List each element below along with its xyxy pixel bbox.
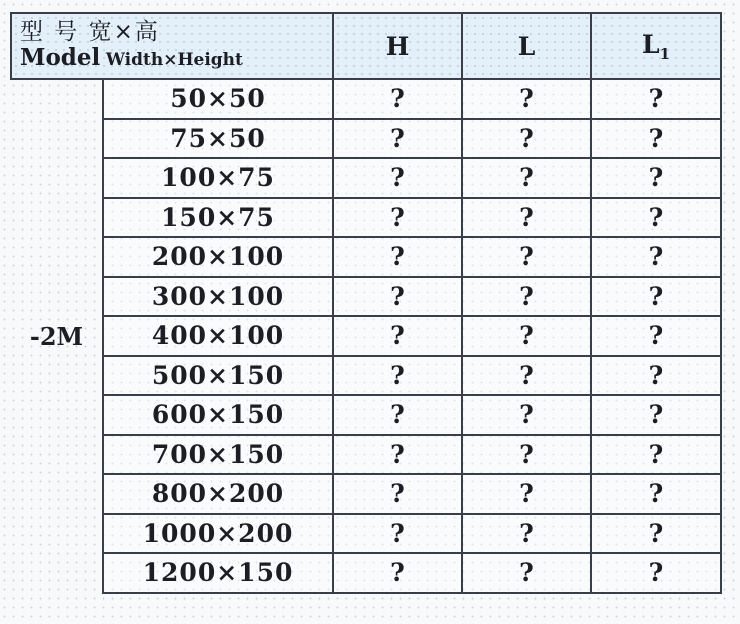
column-header-l	[462, 13, 591, 79]
size-cell: 200×100	[103, 237, 333, 277]
h-value-cell: ?	[333, 316, 462, 356]
table-row	[11, 474, 721, 514]
model-cell	[11, 79, 103, 593]
size-cell: 50×50	[103, 79, 333, 119]
column-header-l1-label: L	[641, 29, 660, 59]
table-row	[11, 514, 721, 554]
model-header-label: Model	[20, 44, 101, 71]
table-row	[11, 198, 721, 238]
l1-value-cell: ?	[591, 514, 721, 554]
l1-value-cell: ?	[591, 316, 721, 356]
h-value-cell: ?	[333, 435, 462, 475]
l-value-cell: ?	[462, 514, 591, 554]
size-cell: 150×75	[103, 198, 333, 238]
l-value-cell: ?	[462, 395, 591, 435]
h-value-cell: ?	[333, 237, 462, 277]
h-value-cell: ?	[333, 158, 462, 198]
l1-value-cell: ?	[591, 79, 721, 119]
l1-value-cell: ?	[591, 474, 721, 514]
model-size-header	[11, 13, 333, 79]
h-value-cell: ?	[333, 119, 462, 159]
table-row	[11, 79, 721, 119]
table-row	[11, 395, 721, 435]
table-row	[11, 356, 721, 396]
h-value-cell: ?	[333, 514, 462, 554]
model-size-header-english	[20, 45, 332, 73]
model-label: -2M	[29, 321, 84, 351]
size-cell: 1000×200	[103, 514, 333, 554]
h-value-cell: ?	[333, 277, 462, 317]
l-value-cell: ?	[462, 356, 591, 396]
l1-value-cell: ?	[591, 277, 721, 317]
table-row	[11, 277, 721, 317]
l-value-cell: ?	[462, 277, 591, 317]
table-row	[11, 553, 721, 593]
l-value-cell: ?	[462, 553, 591, 593]
l1-value-cell: ?	[591, 158, 721, 198]
table-row	[11, 316, 721, 356]
h-value-cell: ?	[333, 198, 462, 238]
h-value-cell: ?	[333, 553, 462, 593]
size-cell: 700×150	[103, 435, 333, 475]
h-value-cell: ?	[333, 474, 462, 514]
h-value-cell: ?	[333, 395, 462, 435]
size-cell: 400×100	[103, 316, 333, 356]
size-cell: 100×75	[103, 158, 333, 198]
l1-value-cell: ?	[591, 356, 721, 396]
l-value-cell: ?	[462, 316, 591, 356]
column-header-l1	[591, 13, 721, 79]
column-header-l-label: L	[517, 31, 536, 61]
l-value-cell: ?	[462, 119, 591, 159]
l-value-cell: ?	[462, 237, 591, 277]
l-value-cell: ?	[462, 435, 591, 475]
size-cell: 500×150	[103, 356, 333, 396]
size-cell: 300×100	[103, 277, 333, 317]
l1-value-cell: ?	[591, 395, 721, 435]
l-value-cell: ?	[462, 474, 591, 514]
size-cell: 1200×150	[103, 553, 333, 593]
model-size-header-chinese: 型 号 宽×高	[20, 19, 160, 45]
l-value-cell: ?	[462, 198, 591, 238]
column-header-h-label: H	[385, 31, 410, 61]
header-row	[11, 13, 721, 79]
l1-value-cell: ?	[591, 435, 721, 475]
table-body	[11, 79, 721, 593]
table-row	[11, 435, 721, 475]
size-cell: 800×200	[103, 474, 333, 514]
h-value-cell: ?	[333, 356, 462, 396]
l-value-cell: ?	[462, 158, 591, 198]
column-header-h	[333, 13, 462, 79]
table-row	[11, 119, 721, 159]
table-row	[11, 158, 721, 198]
spec-table	[10, 12, 722, 594]
l1-value-cell: ?	[591, 553, 721, 593]
l1-value-cell: ?	[591, 119, 721, 159]
l-value-cell: ?	[462, 79, 591, 119]
h-value-cell: ?	[333, 79, 462, 119]
l1-value-cell: ?	[591, 237, 721, 277]
column-header-l1-subscript: 1	[659, 44, 670, 63]
size-cell: 600×150	[103, 395, 333, 435]
l1-value-cell: ?	[591, 198, 721, 238]
width-height-header-label: Width×Height	[105, 50, 243, 70]
size-cell: 75×50	[103, 119, 333, 159]
table-row	[11, 237, 721, 277]
